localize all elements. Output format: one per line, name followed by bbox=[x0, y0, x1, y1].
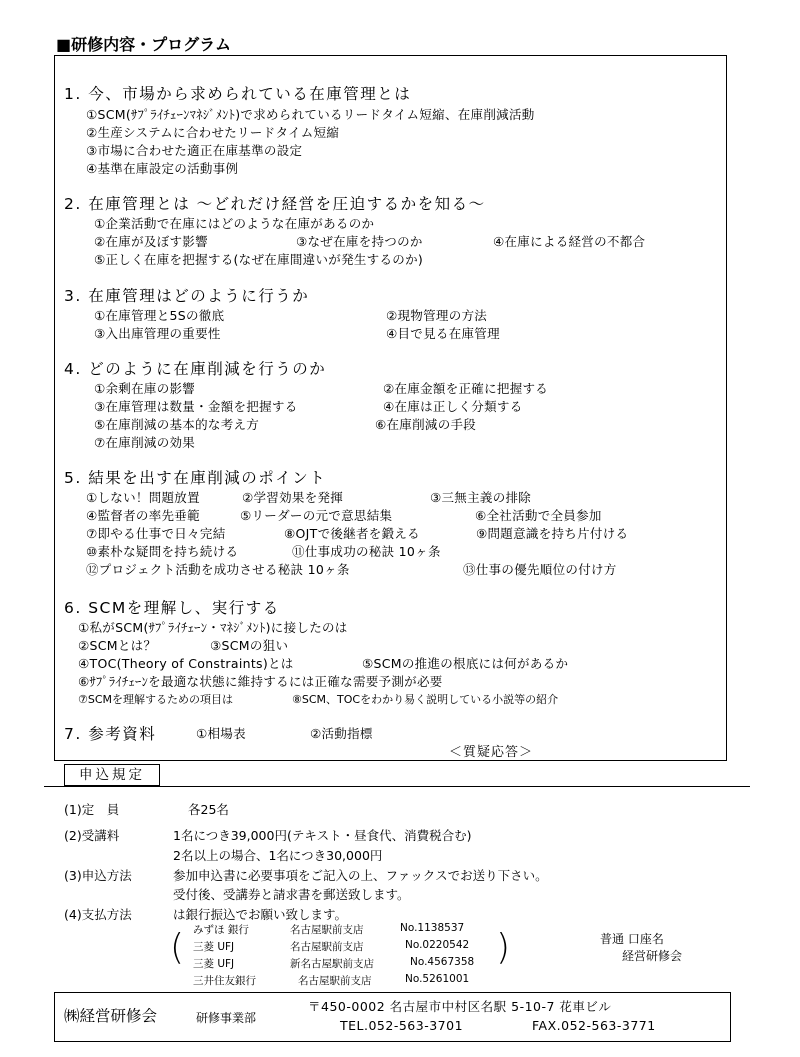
section-title: 1. 今、市場から求められている在庫管理とは bbox=[64, 85, 412, 103]
program-item: ③なぜ在庫を持つのか bbox=[296, 234, 423, 249]
program-item: ⑤リーダーの元で意思結集 bbox=[240, 508, 393, 523]
program-item: ③在庫管理は数量・金額を把握する bbox=[94, 399, 298, 414]
program-item: ④在庫は正しく分類する bbox=[383, 399, 523, 414]
program-item: ⑤SCMの推進の根底には何があるか bbox=[362, 656, 569, 671]
program-item: ②在庫金額を正確に把握する bbox=[383, 381, 549, 396]
capacity-label: (1)定 員 bbox=[64, 802, 120, 817]
fee-label: (2)受講料 bbox=[64, 828, 120, 843]
method-label: (3)申込方法 bbox=[64, 868, 132, 883]
program-item: ①SCM(ｻﾌﾟﾗｲﾁｪｰﾝﾏﾈｼﾞﾒﾝﾄ)で求められているリードタイム短縮、在庫削減活動 bbox=[86, 107, 535, 122]
program-item: ①私がSCM(ｻﾌﾟﾗｲﾁｪｰﾝ・ﾏﾈｼﾞﾒﾝﾄ)に接したのは bbox=[78, 620, 348, 635]
program-item: ②在庫が及ぼす影響 bbox=[94, 234, 208, 249]
fee-line: 1名につき39,000円(テキスト・昼食代、消費税合む) bbox=[173, 828, 472, 843]
fee-line: 2名以上の場合、1名につき30,000円 bbox=[173, 848, 383, 863]
payment-line: は銀行振込でお願い致します。 bbox=[173, 907, 348, 922]
bracket-right: ) bbox=[496, 927, 511, 968]
company-name: ㈱経営研修会 bbox=[64, 1007, 158, 1025]
tel: TEL.052-563-3701 bbox=[340, 1018, 464, 1033]
section-title: 3. 在庫管理はどのように行うか bbox=[64, 287, 310, 305]
fax: FAX.052-563-3771 bbox=[532, 1018, 656, 1033]
program-item: ④TOC(Theory of Constraints)とは bbox=[78, 656, 294, 671]
method-line: 受付後、受講券と請求書を郵送致します。 bbox=[173, 887, 410, 902]
program-item: ①相場表 bbox=[196, 726, 246, 741]
program-item: ②学習効果を発揮 bbox=[242, 490, 344, 505]
capacity-value: 各25名 bbox=[188, 802, 229, 817]
program-item: ⑧OJTで後継者を鍛える bbox=[284, 526, 420, 541]
program-item: ⑧SCM、TOCをわかり易く説明している小説等の紹介 bbox=[292, 693, 559, 706]
program-item: ⑥全社活動で全員参加 bbox=[475, 508, 602, 523]
section-title: 4. どのように在庫削減を行うのか bbox=[64, 360, 327, 378]
account-name: 経営研修会 bbox=[622, 949, 683, 963]
bank-name: 三菱 UFJ bbox=[193, 941, 235, 953]
program-item: ②現物管理の方法 bbox=[386, 308, 488, 323]
program-item: ④在庫による経営の不都合 bbox=[493, 234, 646, 249]
program-item: ⑬仕事の優先順位の付け方 bbox=[463, 562, 617, 577]
section-title: 7. 参考資料 bbox=[64, 725, 157, 743]
method-line: 参加申込書に必要事項をご記入の上、ファックスでお送り下さい。 bbox=[173, 868, 548, 883]
payment-label: (4)支払方法 bbox=[64, 907, 132, 922]
program-item: ②活動指標 bbox=[310, 726, 373, 741]
bank-account: No.5261001 bbox=[405, 973, 470, 985]
bank-branch: 名古屋駅前支店 bbox=[298, 975, 372, 987]
application-header: 申込規定 bbox=[64, 764, 160, 786]
bracket-left: ( bbox=[170, 927, 185, 968]
program-item: ①企業活動で在庫にはどのような在庫があるのか bbox=[94, 216, 375, 231]
program-item: ①在庫管理と5Sの徹底 bbox=[94, 308, 225, 323]
program-item: ⑦SCMを理解するための項目は bbox=[78, 693, 234, 706]
program-item: ⑨問題意識を持ち片付ける bbox=[476, 526, 629, 541]
program-item: ④目で見る在庫管理 bbox=[386, 326, 500, 341]
program-item: ⑤在庫削減の基本的な考え方 bbox=[94, 417, 260, 432]
program-item: ③三無主義の排除 bbox=[430, 490, 532, 505]
program-item: ⑥在庫削減の手段 bbox=[375, 417, 477, 432]
program-item: ④基準在庫設定の活動事例 bbox=[86, 161, 239, 176]
address: 〒450-0002 名古屋市中村区名駅 5-10-7 花車ビル bbox=[308, 999, 612, 1014]
program-item: ⑪仕事成功の秘訣 10ヶ条 bbox=[292, 544, 441, 559]
section-title: 5. 結果を出す在庫削減のポイント bbox=[64, 469, 327, 487]
section-title: 2. 在庫管理とは ～どれだけ経営を圧迫するかを知る～ bbox=[64, 195, 486, 213]
department: 研修事業部 bbox=[196, 1011, 257, 1025]
program-item: ⑩素朴な疑問を持ち続ける bbox=[86, 544, 239, 559]
program-item: ②生産システムに合わせたリードタイム短縮 bbox=[86, 125, 340, 140]
bank-account: No.1138537 bbox=[400, 922, 465, 934]
bank-branch: 名古屋駅前支店 bbox=[290, 941, 364, 953]
program-item: ③入出庫管理の重要性 bbox=[94, 326, 221, 341]
account-type: 普通 口座名 bbox=[600, 932, 664, 946]
program-item: ⑤正しく在庫を把握する(なぜ在庫間違いが発生するのか) bbox=[94, 252, 424, 267]
document-title: ■研修内容・プログラム bbox=[56, 35, 231, 54]
program-item: ⑦在庫削減の効果 bbox=[94, 435, 196, 450]
program-item: ①しない！問題放置 bbox=[86, 490, 200, 505]
program-item: ②SCMとは？ bbox=[78, 638, 157, 653]
program-item: ③市場に合わせた適正在庫基準の設定 bbox=[86, 143, 303, 158]
program-item: ⑥ｻﾌﾟﾗｲﾁｪｰﾝを最適な状態に維持するには正確な需要予測が必要 bbox=[78, 674, 443, 689]
bank-name: みずほ 銀行 bbox=[193, 924, 249, 936]
program-item: ①余剰在庫の影響 bbox=[94, 381, 196, 396]
program-item: ④監督者の率先垂範 bbox=[86, 508, 200, 523]
program-item: ③SCMの狙い bbox=[210, 638, 289, 653]
bank-name: 三菱 UFJ bbox=[193, 958, 235, 970]
bank-branch: 名古屋駅前支店 bbox=[290, 924, 364, 936]
bank-account: No.0220542 bbox=[405, 939, 470, 951]
qa-label: ＜質疑応答＞ bbox=[449, 745, 534, 760]
divider bbox=[44, 786, 750, 787]
bank-account: No.4567358 bbox=[410, 956, 475, 968]
bank-branch: 新名古屋駅前支店 bbox=[290, 958, 374, 970]
program-item: ⑦即やる仕事で日々完結 bbox=[86, 526, 226, 541]
program-item: ⑫プロジェクト活動を成功させる秘訣 10ヶ条 bbox=[86, 562, 350, 577]
section-title: 6. SCMを理解し、実行する bbox=[64, 599, 280, 617]
bank-name: 三井住友銀行 bbox=[193, 975, 256, 987]
